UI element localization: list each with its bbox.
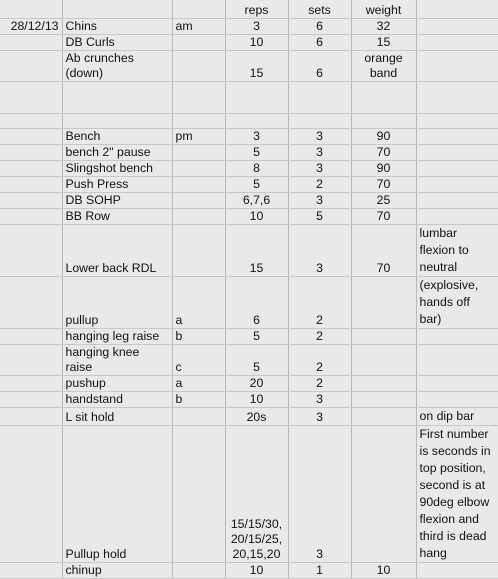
table-row [0, 176, 498, 192]
table-row [0, 344, 498, 375]
table-cell[interactable] [416, 208, 498, 224]
table-cell[interactable]: a [172, 276, 225, 328]
table-cell[interactable]: 70 [351, 224, 416, 276]
table-cell[interactable]: DB SOHP [62, 192, 172, 208]
table-cell[interactable] [172, 144, 225, 160]
header-cell[interactable] [416, 0, 498, 18]
table-cell[interactable]: b [172, 328, 225, 344]
table-cell[interactable] [62, 81, 172, 113]
table-row [0, 425, 498, 562]
table-cell[interactable] [172, 208, 225, 224]
table-cell[interactable] [0, 344, 62, 375]
table-cell[interactable]: 3 [288, 128, 351, 144]
header-cell[interactable] [62, 0, 172, 18]
table-cell[interactable] [172, 113, 225, 128]
table-cell[interactable]: 20s [225, 407, 288, 425]
table-cell[interactable]: am [172, 18, 225, 34]
table-row [0, 276, 498, 328]
table-cell[interactable] [416, 144, 498, 160]
table-cell[interactable] [416, 160, 498, 176]
table-row [0, 50, 498, 81]
table-cell[interactable] [0, 224, 62, 276]
header-cell[interactable]: reps [225, 0, 288, 18]
table-cell[interactable] [225, 113, 288, 128]
table-cell[interactable]: 5 [288, 208, 351, 224]
table-cell[interactable] [351, 425, 416, 562]
table-cell[interactable] [0, 128, 62, 144]
table-cell[interactable]: pullup [62, 276, 172, 328]
table-cell[interactable] [288, 113, 351, 128]
table-row [0, 160, 498, 176]
table-cell[interactable]: 1 [288, 562, 351, 578]
table-cell[interactable] [0, 391, 62, 407]
table-row [0, 208, 498, 224]
table-cell[interactable]: 3 [288, 192, 351, 208]
table-cell[interactable] [172, 34, 225, 50]
table-row [0, 18, 498, 34]
table-cell[interactable]: 2 [288, 176, 351, 192]
table-cell[interactable] [416, 176, 498, 192]
table-cell[interactable]: Push Press [62, 176, 172, 192]
table-cell[interactable]: 70 [351, 144, 416, 160]
table-cell[interactable] [351, 407, 416, 425]
table-cell[interactable]: lumbar flexion to neutral [416, 224, 498, 276]
table-cell[interactable]: 10 [225, 562, 288, 578]
table-cell[interactable]: 70 [351, 176, 416, 192]
header-cell[interactable]: sets [288, 0, 351, 18]
table-cell[interactable]: L sit hold [62, 407, 172, 425]
table-cell[interactable]: 3 [225, 128, 288, 144]
table-cell[interactable] [172, 192, 225, 208]
table-cell[interactable]: 15/15/30, 20/15/25, 20,15,20 [225, 425, 288, 562]
table-cell[interactable]: 3 [288, 144, 351, 160]
table-cell[interactable] [0, 562, 62, 578]
table-cell[interactable]: 5 [225, 176, 288, 192]
header-cell[interactable] [0, 0, 62, 18]
table-cell[interactable] [416, 328, 498, 344]
table-row [0, 375, 498, 391]
table-cell[interactable]: 90 [351, 160, 416, 176]
table-cell[interactable]: hanging knee raise [62, 344, 172, 375]
table-row [0, 34, 498, 50]
table-cell[interactable] [351, 328, 416, 344]
table-cell[interactable] [0, 276, 62, 328]
table-row [0, 128, 498, 144]
table-cell[interactable]: 3 [288, 224, 351, 276]
table-cell[interactable] [172, 50, 225, 81]
table-cell[interactable] [172, 160, 225, 176]
table-cell[interactable]: Slingshot bench [62, 160, 172, 176]
table-cell[interactable]: 2 [288, 328, 351, 344]
table-cell[interactable]: 6 [288, 18, 351, 34]
table-cell[interactable] [416, 344, 498, 375]
table-cell[interactable] [172, 176, 225, 192]
table-cell[interactable] [0, 81, 62, 113]
table-cell[interactable]: 2 [288, 375, 351, 391]
table-cell[interactable]: 6,7,6 [225, 192, 288, 208]
table-row [0, 81, 498, 113]
table-cell[interactable] [0, 144, 62, 160]
table-cell[interactable] [351, 344, 416, 375]
table-cell[interactable] [62, 113, 172, 128]
table-cell[interactable]: orange band [351, 50, 416, 81]
table-cell[interactable] [172, 81, 225, 113]
table-cell[interactable]: chinup [62, 562, 172, 578]
table-cell[interactable]: 6 [288, 34, 351, 50]
table-cell[interactable] [0, 407, 62, 425]
table-cell[interactable] [351, 391, 416, 407]
table-cell[interactable] [416, 192, 498, 208]
table-cell[interactable]: 3 [288, 407, 351, 425]
table-cell[interactable] [0, 34, 62, 50]
table-cell[interactable]: Pullup hold [62, 425, 172, 562]
table-cell[interactable]: b [172, 391, 225, 407]
table-cell[interactable] [172, 407, 225, 425]
table-cell[interactable] [416, 18, 498, 34]
table-cell[interactable] [0, 375, 62, 391]
table-cell[interactable] [416, 391, 498, 407]
table-cell[interactable]: First number is seconds in top position, second is at 90deg elbow flexion and third is dead hang [416, 425, 498, 562]
table-row [0, 144, 498, 160]
table-cell[interactable]: 3 [225, 18, 288, 34]
table-cell[interactable]: 10 [225, 34, 288, 50]
table-cell[interactable]: 70 [351, 208, 416, 224]
table-cell[interactable]: BB Row [62, 208, 172, 224]
table-cell[interactable]: 5 [225, 344, 288, 375]
table-cell[interactable]: 15 [351, 34, 416, 50]
table-cell[interactable]: 6 [288, 50, 351, 81]
table-cell[interactable]: 90 [351, 128, 416, 144]
table-cell[interactable] [0, 208, 62, 224]
table-cell[interactable]: 28/12/13 [0, 18, 62, 34]
table-cell[interactable]: 5 [225, 328, 288, 344]
table-cell[interactable]: 6 [225, 276, 288, 328]
table-cell[interactable] [0, 328, 62, 344]
table-cell[interactable]: 8 [225, 160, 288, 176]
table-cell[interactable] [225, 81, 288, 113]
table-cell[interactable] [172, 425, 225, 562]
table-row [0, 562, 498, 578]
table-cell[interactable] [351, 276, 416, 328]
table-cell[interactable] [0, 176, 62, 192]
table-cell[interactable] [0, 113, 62, 128]
table-cell[interactable]: Ab crunches (down) [62, 50, 172, 81]
table-cell[interactable]: bench 2" pause [62, 144, 172, 160]
table-cell[interactable] [0, 192, 62, 208]
table-cell[interactable] [416, 375, 498, 391]
table-row [0, 224, 498, 276]
table-cell[interactable]: 10 [225, 391, 288, 407]
table-cell[interactable] [416, 81, 498, 113]
table-cell[interactable]: 5 [225, 144, 288, 160]
table-cell[interactable] [0, 425, 62, 562]
table-cell[interactable]: 32 [351, 18, 416, 34]
table-cell[interactable]: Bench [62, 128, 172, 144]
table-cell[interactable]: hanging leg raise [62, 328, 172, 344]
table-cell[interactable]: 10 [351, 562, 416, 578]
header-cell[interactable] [172, 0, 225, 18]
table-cell[interactable]: 3 [288, 391, 351, 407]
table-cell[interactable] [288, 81, 351, 113]
table-row [0, 391, 498, 407]
table-cell[interactable]: 10 [225, 208, 288, 224]
table-cell[interactable]: 3 [288, 160, 351, 176]
table-row [0, 407, 498, 425]
table-cell[interactable] [0, 160, 62, 176]
table-cell[interactable]: 20 [225, 375, 288, 391]
table-cell[interactable]: pushup [62, 375, 172, 391]
table-cell[interactable]: 2 [288, 276, 351, 328]
header-cell[interactable]: weight [351, 0, 416, 18]
table-cell[interactable]: (explosive, hands off bar) [416, 276, 498, 328]
table-cell[interactable]: pm [172, 128, 225, 144]
table-row [0, 192, 498, 208]
table-cell[interactable] [172, 562, 225, 578]
table-cell[interactable]: 2 [288, 344, 351, 375]
table-cell[interactable] [416, 562, 498, 578]
table-cell[interactable]: 3 [288, 425, 351, 562]
table-cell[interactable]: a [172, 375, 225, 391]
table-cell[interactable]: 15 [225, 50, 288, 81]
table-row [0, 328, 498, 344]
table-cell[interactable] [351, 113, 416, 128]
header-row [0, 0, 498, 18]
table-cell[interactable]: on dip bar [416, 407, 498, 425]
table-cell[interactable] [351, 375, 416, 391]
table-cell[interactable] [416, 50, 498, 81]
table-cell[interactable] [172, 224, 225, 276]
table-cell[interactable]: 25 [351, 192, 416, 208]
table-cell[interactable] [416, 34, 498, 50]
table-cell[interactable]: c [172, 344, 225, 375]
table-cell[interactable]: DB Curls [62, 34, 172, 50]
table-cell[interactable]: Chins [62, 18, 172, 34]
table-cell[interactable] [416, 128, 498, 144]
table-cell[interactable] [0, 50, 62, 81]
table-cell[interactable] [416, 113, 498, 128]
table-cell[interactable]: 15 [225, 224, 288, 276]
table-cell[interactable]: handstand [62, 391, 172, 407]
table-cell[interactable]: Lower back RDL [62, 224, 172, 276]
table-cell[interactable] [351, 81, 416, 113]
table-row [0, 113, 498, 128]
